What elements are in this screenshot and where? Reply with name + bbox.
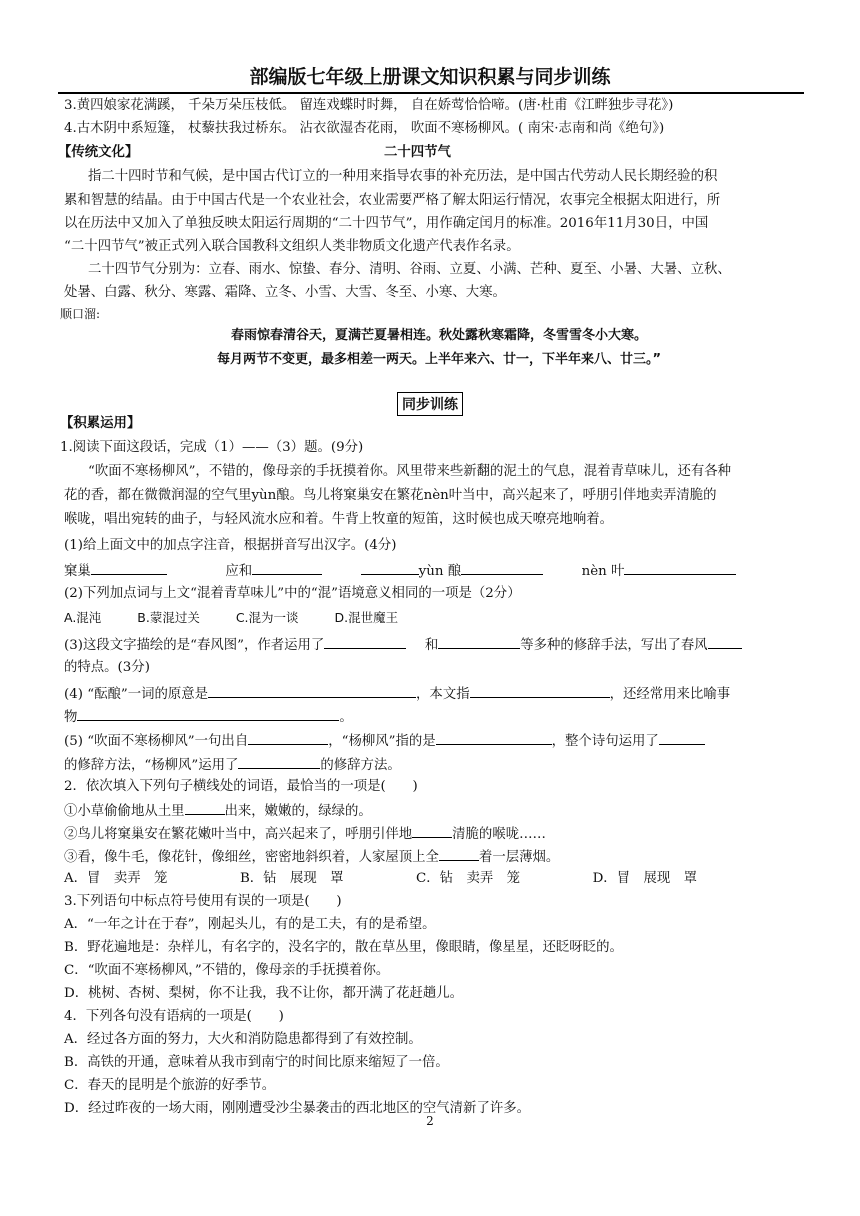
q2-s2-text-a: ②鸟儿将窠巢安在繁花嫩叶当中，高兴起来了，呼朋引伴地	[64, 827, 413, 842]
q2-sentence-2	[64, 823, 814, 845]
q1-sub5-text-a: (5) “吹面不寒杨柳风”一句出自	[64, 734, 249, 749]
item-yinghe: 应和	[225, 564, 253, 579]
q4-stem: 4．下列各句没有语病的一项是( )	[64, 1009, 284, 1024]
q2-option-a[interactable]: A．冒 卖弄 笼	[64, 871, 168, 886]
q1-sub4-blank-3[interactable]	[77, 706, 339, 721]
q3-option-d[interactable]: D．桃树、杏树、梨树，你不让我，我不让你，都开满了花赶趟儿。	[64, 986, 464, 1001]
q1-sub3-text-b: 和	[424, 638, 439, 653]
q2-s2-blank[interactable]	[412, 823, 452, 838]
q1-passage-line-2: 花的香，都在微微润湿的空气里yùn酿。鸟儿将窠巢安在繁花nèn叶当中，高兴起来了，呼朋引伴地卖弄清脆的	[64, 488, 717, 503]
q1-sub4-text-e: 。	[339, 710, 353, 725]
page-header-title: 部编版七年级上册课文知识积累与同步训练	[249, 66, 611, 88]
blank-nenye[interactable]	[624, 560, 736, 575]
q2-s3-text-b: 着一层薄烟。	[478, 850, 560, 865]
q1-stem: 1.阅读下面这段话，完成（1）——（3）题。(9分)	[60, 440, 364, 455]
culture-p1-line-1: 指二十四时节和气候，是中国古代订立的一种用来指导农事的补充历法，是中国古代劳动人民长期经验的积	[88, 169, 718, 184]
q2-options	[64, 869, 814, 889]
blank-yinghe[interactable]	[252, 560, 322, 575]
blank-yunniang-pre[interactable]	[361, 560, 419, 575]
culture-p1-line-2: 累和智慧的结晶。由于中国古代是一个农业社会，农业需要严格了解太阳运行情况，农事完全根据太阳进行，所	[64, 193, 721, 208]
q1-sub3-blank-3[interactable]	[708, 634, 742, 649]
q4-option-a[interactable]: A．经过各方面的努力，大火和消防隐患都得到了有效控制。	[64, 1032, 422, 1047]
q1-sub3-blank-1[interactable]	[324, 634, 406, 649]
q1-option-d[interactable]: D.混世魔王	[334, 610, 399, 625]
q1-sub1-items	[64, 560, 814, 582]
accumulation-label: 【积累运用】	[60, 416, 141, 431]
q2-s3-text-a: ③看，像牛毛，像花针，像细丝，密密地斜织着，人家屋顶上全	[64, 850, 439, 865]
header-rule	[58, 92, 804, 94]
q1-option-b[interactable]: B.蒙混过关	[137, 610, 200, 625]
q1-sub5-line-1	[64, 730, 814, 752]
q1-sub5-blank-1[interactable]	[248, 730, 328, 745]
q2-sentence-3	[64, 846, 814, 868]
q2-s2-text-b: 清脆的喉咙……	[452, 827, 546, 842]
q4-option-d[interactable]: D．经过昨夜的一场大雨，刚刚遭受沙尘暴袭击的西北地区的空气清新了许多。	[64, 1101, 531, 1116]
q2-option-c[interactable]: C．钻 卖弄 笼	[416, 871, 521, 886]
q1-sub4-text-c: ，还经常用来比喻事	[609, 687, 731, 702]
culture-title: 二十四节气	[384, 145, 451, 160]
poem-line-4: 4.古木阴中系短篷， 杖藜扶我过桥东。 沾衣欲湿杏花雨， 吹面不寒杨柳风。( 南宋·志南和尚《绝句》)	[64, 121, 665, 136]
q4-option-b[interactable]: B．高铁的开通，意味着从我市到南宁的时间比原来缩短了一倍。	[64, 1055, 449, 1070]
q4-option-c[interactable]: C．春天的昆明是个旅游的好季节。	[64, 1078, 276, 1093]
q2-s1-blank[interactable]	[185, 800, 225, 815]
q2-s3-blank[interactable]	[439, 846, 479, 861]
q2-option-d[interactable]: D．冒 展现 罩	[592, 871, 698, 886]
culture-label: 【传统文化】	[58, 145, 139, 160]
culture-p1-line-4: “二十四节气”被正式列入联合国教科文组织人类非物质文化遗产代表作名录。	[64, 239, 520, 254]
blank-yunniang[interactable]	[461, 560, 543, 575]
q1-sub5-text-b: ，“杨柳风”指的是	[328, 734, 436, 749]
q1-sub4-text-b: ，本文指	[416, 687, 470, 702]
q1-option-c[interactable]: C.混为一谈	[235, 610, 299, 625]
rhyme-line-2: 每月两节不变更，最多相差一两天。上半年来六、廿一，下半年来八、廿三。”	[216, 352, 662, 367]
q2-sentence-1	[64, 800, 814, 822]
culture-p1-line-3: 以在历法中又加入了单独反映太阳运行周期的“二十四节气”，用作确定闰月的标准。2016年11月30日，中国	[64, 216, 709, 231]
q1-sub3-blank-2[interactable]	[438, 634, 520, 649]
q1-sub3-line-2: 的特点。(3分)	[64, 660, 150, 675]
q3-option-a[interactable]: A．“一年之计在于春”，刚起头儿，有的是工夫，有的是希望。	[64, 917, 436, 932]
q1-sub4-blank-1[interactable]	[208, 683, 416, 698]
q3-stem: 3.下列语句中标点符号使用有误的一项是( )	[64, 894, 342, 909]
q1-passage-line-3: 喉咙，唱出宛转的曲子，与轻风流水应和着。牛背上牧童的短笛，这时候也成天嘹亮地响着。	[64, 512, 614, 527]
q1-sub5-text-d: 的修辞方法，“杨柳风”运用了	[64, 758, 239, 773]
q1-sub5-blank-2[interactable]	[436, 730, 552, 745]
q1-passage-line-1: “吹面不寒杨柳风”，不错的，像母亲的手抚摸着你。风里带来些新翻的泥土的气息，混着青草味儿，还有各种	[88, 464, 732, 479]
q1-sub4-text-a: (4) “酝酿”一词的原意是	[64, 687, 209, 702]
q2-option-b[interactable]: B．钻 展现 罩	[239, 871, 344, 886]
q3-option-b[interactable]: B．野花遍地是：杂样儿，有名字的，没名字的，散在草丛里，像眼睛，像星星，还眨呀眨的。	[64, 940, 623, 955]
q1-sub5-line-2	[64, 754, 814, 776]
section-title	[0, 392, 860, 416]
q1-sub3-text-c: 等多种的修辞手法，写出了春风	[520, 638, 708, 653]
q1-sub3-text-a: (3)这段文字描绘的是“春风图”，作者运用了	[64, 638, 325, 653]
q2-s1-text-a: ①小草偷偷地从土里	[64, 804, 185, 819]
q1-sub4-line-1	[64, 683, 814, 705]
culture-p2-line-2: 处暑、白露、秋分、寒露、霜降、立冬、小雪、大雪、冬至、小寒、大寒。	[64, 285, 506, 300]
q1-sub1: (1)给上面文中的加点字注音，根据拼音写出汉字。(4分)	[64, 538, 397, 553]
q1-sub4-text-d: 物	[64, 710, 78, 725]
item-yunniang: yùn 酿	[418, 564, 462, 579]
q1-sub2-options	[64, 608, 814, 628]
rhyme-line-1: 春雨惊春清谷天，夏满芒夏暑相连。秋处露秋寒霜降，冬雪雪冬小大寒。	[230, 328, 647, 343]
poem-line-3: 3.黄四娘家花满蹊， 千朵万朵压枝低。 留连戏蝶时时舞， 自在娇莺恰恰啼。(唐·杜甫《江畔独步寻花》)	[64, 98, 674, 113]
q2-stem: 2．依次填入下列句子横线处的词语，最恰当的一项是( )	[64, 779, 418, 794]
q1-sub5-blank-3[interactable]	[659, 730, 705, 745]
q1-sub2: (2)下列加点词与上文“混着青草味儿”中的“混”语境意义相同的一项是（2分）	[64, 586, 521, 601]
q1-sub5-text-e: 的修辞方法。	[320, 758, 401, 773]
q1-sub4-blank-2[interactable]	[470, 683, 610, 698]
q2-s1-text-b: 出来，嫩嫩的，绿绿的。	[224, 804, 372, 819]
q1-option-a[interactable]: A.混沌	[64, 610, 102, 625]
item-kechao: 窠巢	[64, 564, 91, 579]
blank-kechao[interactable]	[91, 560, 167, 575]
section-title-box: 同步训练	[397, 392, 463, 416]
q1-sub5-text-c: ，整个诗句运用了	[551, 734, 659, 749]
culture-heading	[58, 143, 808, 163]
q1-sub3-line-1	[64, 634, 814, 656]
page-number: 2	[426, 1114, 434, 1128]
culture-p2-line-1: 二十四节气分别为：立春、雨水、惊蛰、春分、清明、谷雨、立夏、小满、芒种、夏至、小暑、大暑、立秋、	[88, 262, 731, 277]
q3-option-c[interactable]: C．“吹面不寒杨柳风，”不错的，像母亲的手抚摸着你。	[64, 963, 390, 978]
rhyme-label: 顺口溜:	[60, 307, 101, 321]
item-nenye: nèn 叶	[581, 564, 625, 579]
q1-sub4-line-2	[64, 706, 814, 728]
q1-sub5-blank-4[interactable]	[238, 754, 320, 769]
